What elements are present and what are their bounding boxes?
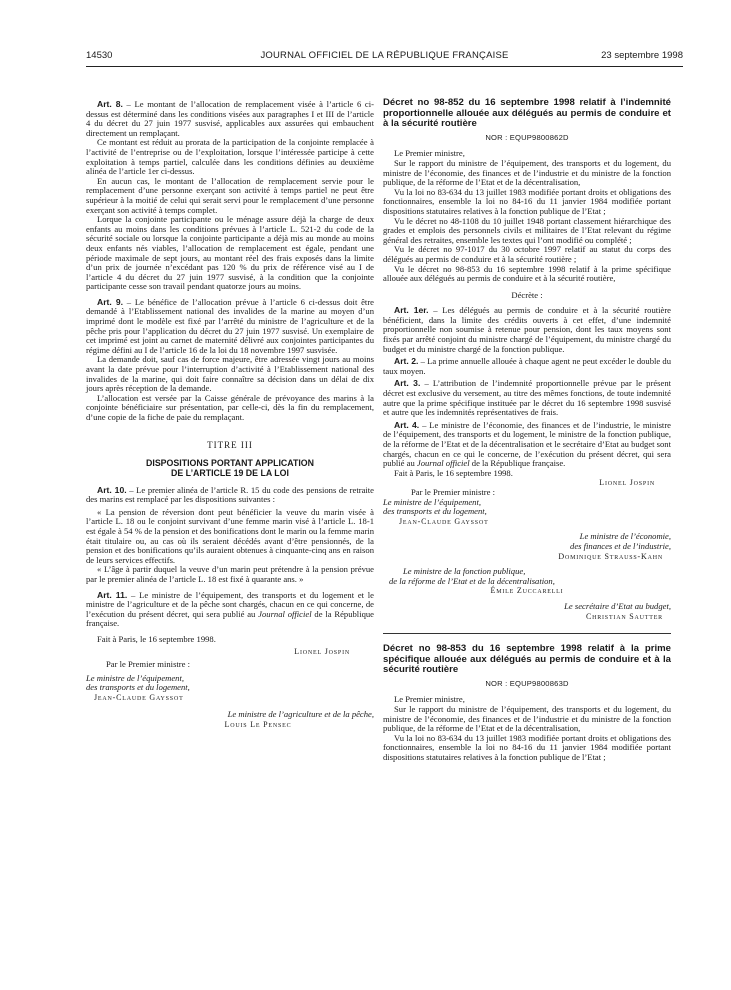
art9-p2: La demande doit, sauf cas de force majeure, être adressée vingt jours au moins avant la date prévue pour l’interruption d’activité à l’Etablissement national des invalides de la marine, qui doit faire connaître sa décision dans un délai de dix jours après réception de la demande. — [86, 354, 374, 394]
ministre-equipement: Le ministre de l’équipement, — [86, 672, 185, 683]
art11-p1: Art. 11. – Le ministre de l’équipement, des transports et du logement et le ministre de l’agriculture et de la pêche sont chargés, chacun en ce qui concerne, de l’exécution du présent décret, qui sera publié au Journal officiel de la République française. — [86, 589, 374, 629]
right-column — [383, 98, 671, 763]
d1-secretaire-budget: Le secrétaire d’Etat au budget, — [564, 600, 671, 611]
d1-signature-zuccarelli: Émile Zuccarelli — [490, 586, 564, 596]
d1-ministre-fonction-publique: Le ministre de la fonction publique, — [403, 566, 526, 577]
ministre-equipement-2: des transports et du logement, — [86, 682, 190, 693]
art10-label: Art. 10. — [97, 484, 127, 495]
header-rule — [86, 66, 683, 67]
d1-signature-sautter: Christian Sautter — [585, 611, 663, 621]
d1-par-premier-ministre: Par le Premier ministre : — [411, 486, 496, 497]
d1-signature-strauss-kahn: Dominique Strauss-Kahn — [558, 551, 663, 561]
art8-p1: Art. 8. – Le montant de l’allocation de remplacement visée à l’article 6 ci-dessus est déterminé dans les conditions visées aux paragraphes I et III de l’article 4 du décret du 27 juin 1977 susvisé, applicables aux assurées qui embauchent directement un remplaçant. — [86, 99, 374, 138]
decree-852-title: Décret no 98-852 du 16 septembre 1998 relatif à l’indemnité proportionnelle allouée aux délégués au permis de conduire et à la sécurité routière — [383, 97, 671, 130]
art8-p3: En aucun cas, le montant de l’allocation de remplacement servie pour le remplacement d’une personne exerçant son activité à temps partiel ne peut être supérieur à la moitié de celui qui serait servi pour le remplacement d’une personne exerçant son activité à temps complet. — [86, 175, 374, 215]
d1-ministre-economie: Le ministre de l’économie, — [579, 531, 671, 542]
art10-p2: « La pension de réversion dont peut bénéficier la veuve du marin visée à l’article L. 18 ou le conjoint survivant d’une femme marin visé à l’article L. 18-1 est égale à 54 % de la pension et des bonifications dont le marin ou la femme marin était titulaire ou, au cas où ils seraient décédés avant d’être pensionnés, de la pension et des bonifications qu’ils auraient obtenues à cinquante-cinq ans en raison de leurs services effectifs. — [86, 506, 374, 565]
decrete: Décrète : — [511, 289, 543, 300]
decree-853-nor: NOR : EQUP9800863D — [485, 678, 569, 688]
d1-art2-label: Art. 2. — [394, 356, 419, 367]
d1-fait: Fait à Paris, le 16 septembre 1998. — [394, 467, 513, 478]
d1-art3: Art. 3. – L’attribution de l’indemnité proportionnelle prévue par le présent décret est exclusive du versement, au titre des mêmes fonctions, de toute indemnité autre que la prime spécifique instituée par le décret du 16 septembre 1998 susvisé et autre que les indemnités représentatives de frais. — [383, 378, 671, 418]
d1-signature-jospin: Lionel Jospin — [599, 478, 655, 488]
d1-p1: Sur le rapport du ministre de l’équipement, des transports et du logement, du ministre de l’économie, des finances et de l’industrie et du ministre de la fonction publique, de la réforme de l’Etat et de la décentralisation, — [383, 157, 671, 188]
art9-label: Art. 9. — [97, 296, 123, 307]
titre-heading: TITRE III — [207, 439, 253, 450]
art10-p1: Art. 10. – Le premier alinéa de l’article R. 15 du code des pensions de retraite des marins est remplacé par les dispositions suivantes : — [86, 484, 374, 505]
d2-p2: Vu la loi no 83-634 du 13 juillet 1983 modifiée portant droits et obligations des fonctionnaires, ensemble la loi no 84-16 du 11 janvier 1984 modifiée portant dispositions statutaires relatives à la fonction publique de l’Etat ; — [383, 732, 671, 763]
d1-art2: Art. 2. – La prime annuelle allouée à chaque agent ne peut excéder le double du taux moyen. — [383, 356, 672, 376]
decree-separator — [383, 633, 671, 634]
d1-ministre-fonction-publique-2: de la réforme de l’Etat et de la décentralisation, — [389, 575, 555, 586]
d1-signature-gayssot: Jean-Claude Gayssot — [399, 516, 489, 526]
art11-label: Art. 11. — [97, 589, 128, 600]
decree-853-title: Décret no 98-853 du 16 septembre 1998 relatif à la prime spécifique allouée aux délégués au permis de conduire et à la sécurité routière — [383, 643, 671, 676]
d1-p3: Vu le décret no 48-1108 du 10 juillet 1948 portant classement hiérarchique des grades et emplois des personnels civils et militaires de l’Etat relevant du régime général des retraites, ensemble les textes qui l’ont modifié ou complété ; — [383, 215, 671, 245]
signature-gayssot: Jean-Claude Gayssot — [94, 692, 184, 702]
d2-p1: Sur le rapport du ministre de l’équipement, des transports et du logement, du ministre de l’économie, des finances et de l’industrie et du ministre de la fonction publique, de la réforme de l’Etat et de la décentralisation, — [383, 704, 671, 734]
d1-art1: Art. 1er. – Les délégués au permis de conduire et à la sécurité routière bénéficient, dans la limite des crédits ouverts à cet effet, d’une indemnité proportionnelle non soumise à retenue pour pension, dont les taux moyens sont fixés par arrêté conjoint du ministre chargé de l’équipement, du ministre chargé du budget et du ministre chargé de la fonction publique. — [383, 305, 672, 354]
journal-title: JOURNAL OFFICIEL DE LA RÉPUBLIQUE FRANÇAISE — [260, 50, 509, 61]
d1-art1-label: Art. 1er. — [394, 305, 429, 316]
d1-ministre-equipement-2: des transports et du logement, — [383, 506, 487, 517]
page-number: 14530 — [86, 50, 113, 61]
d1-premier-ministre: Le Premier ministre, — [394, 148, 465, 159]
art9-p1: Art. 9. – Le bénéfice de l’allocation prévue à l’article 6 ci-dessus doit être demandé à l’Etablissement national des invalides de la marine au moyen d’un imprimé dont le modèle est fixé par l’arrêté du ministre de l’agriculture et de la pêche pris pour l’application du décret du 27 juin 1977 susvisé. Un exemplaire de cet imprimé est joint au carnet de maternité délivré aux conjointes participantes du régime défini au I de l’article 16 de la loi du 18 novembre 1997 susvisée. — [86, 296, 374, 355]
dispositions-heading: DISPOSITIONS PORTANT APPLICATION DE L’ARTICLE 19 DE LA LOI — [146, 458, 314, 479]
d1-art4-label: Art. 4. — [394, 419, 420, 430]
art8-p2: Ce montant est réduit au prorata de la participation de la conjointe remplacée à l’activité de l’entreprise ou de l’exploitation, lorsque l’intéressée participe à cette exploitation à temps partiel, calculée dans les conditions définies au deuxième alinéa de l’article 1er ci-dessus. — [86, 137, 374, 177]
left-column — [86, 100, 374, 730]
d1-ministre-economie-2: des finances et de l’industrie, — [570, 540, 671, 551]
d1-p4: Vu le décret no 97-1017 du 30 octobre 1997 relatif au statut du corps des délégués au permis de conduire et à la sécurité routière ; — [383, 244, 671, 264]
signature-pensec: Louis Le Pensec — [224, 720, 292, 730]
d1-p5: Vu le décret no 98-853 du 16 septembre 1998 relatif à la prime spécifique allouée aux délégués au permis de conduire et à la sécurité routière, — [383, 263, 671, 284]
d2-premier-ministre: Le Premier ministre, — [394, 694, 465, 705]
d1-ministre-equipement: Le ministre de l’équipement, — [383, 496, 482, 507]
d1-art3-label: Art. 3. — [394, 378, 421, 389]
art9-p3: L’allocation est versée par la Caisse générale de prévoyance des marins à la conjointe bénéficiaire sur présentation, par celle-ci, dès la fin du remplacement, d’une copie de la fiche de paie du remplaçant. — [86, 392, 374, 422]
ministre-agriculture: Le ministre de l’agriculture et de la pêche, — [227, 709, 374, 720]
art8-p4: Lorque la conjointe participante ou le ménage assure déjà la charge de deux enfants au moins dans les conditions prévues à l’article L. 521-2 du code de la sécurité sociale ou lorsque la conjointe participante a déjà mis au monde au moins deux enfants nés viables, l’allocation de remplacement est égale, pendant une période maximale de sept jours, au montant réel des frais exposés dans la limite d’un prix de journée n’excédant pas 120 % du prix de référence visé au I de l’article 4 du décret du 27 juin 1977 susvisé, à la condition que la conjointe participante cesse son travail pendant quatorze jours au moins. — [86, 214, 374, 292]
art10-p3: « L’âge à partir duquel la veuve d’un marin peut prétendre à la pension prévue par le premier alinéa de l’article L. 18 est fixé à quarante ans. » — [86, 564, 374, 584]
page-header — [86, 50, 683, 64]
d1-p2: Vu la loi no 83-634 du 13 juillet 1983 modifiée portant droits et obligations des fonctionnaires, ensemble la loi no 84-16 du 11 janvier 1984 modifiée portant dispositions statutaires relatives à la fonction publique de l’Etat ; — [383, 186, 671, 216]
d1-art4: Art. 4. – Le ministre de l’économie, des finances et de l’industrie, le ministre de l’équipement, des transports et du logement, le ministre de la fonction publique, de la réforme de l’Etat et de la décentralisation et le secrétaire d’Etat au budget sont chargés, chacun en ce qui le concerne, de l’exécution du présent décret, qui sera publié au Journal officiel de la République française. — [383, 419, 671, 469]
par-premier-ministre: Par le Premier ministre : — [106, 659, 191, 670]
fait-a-paris: Fait à Paris, le 16 septembre 1998. — [97, 633, 216, 644]
art8-label: Art. 8. — [97, 99, 123, 109]
signature-jospin: Lionel Jospin — [294, 646, 350, 656]
issue-date: 23 septembre 1998 — [601, 50, 683, 61]
decree-852-nor: NOR : EQUP9800862D — [485, 132, 569, 142]
